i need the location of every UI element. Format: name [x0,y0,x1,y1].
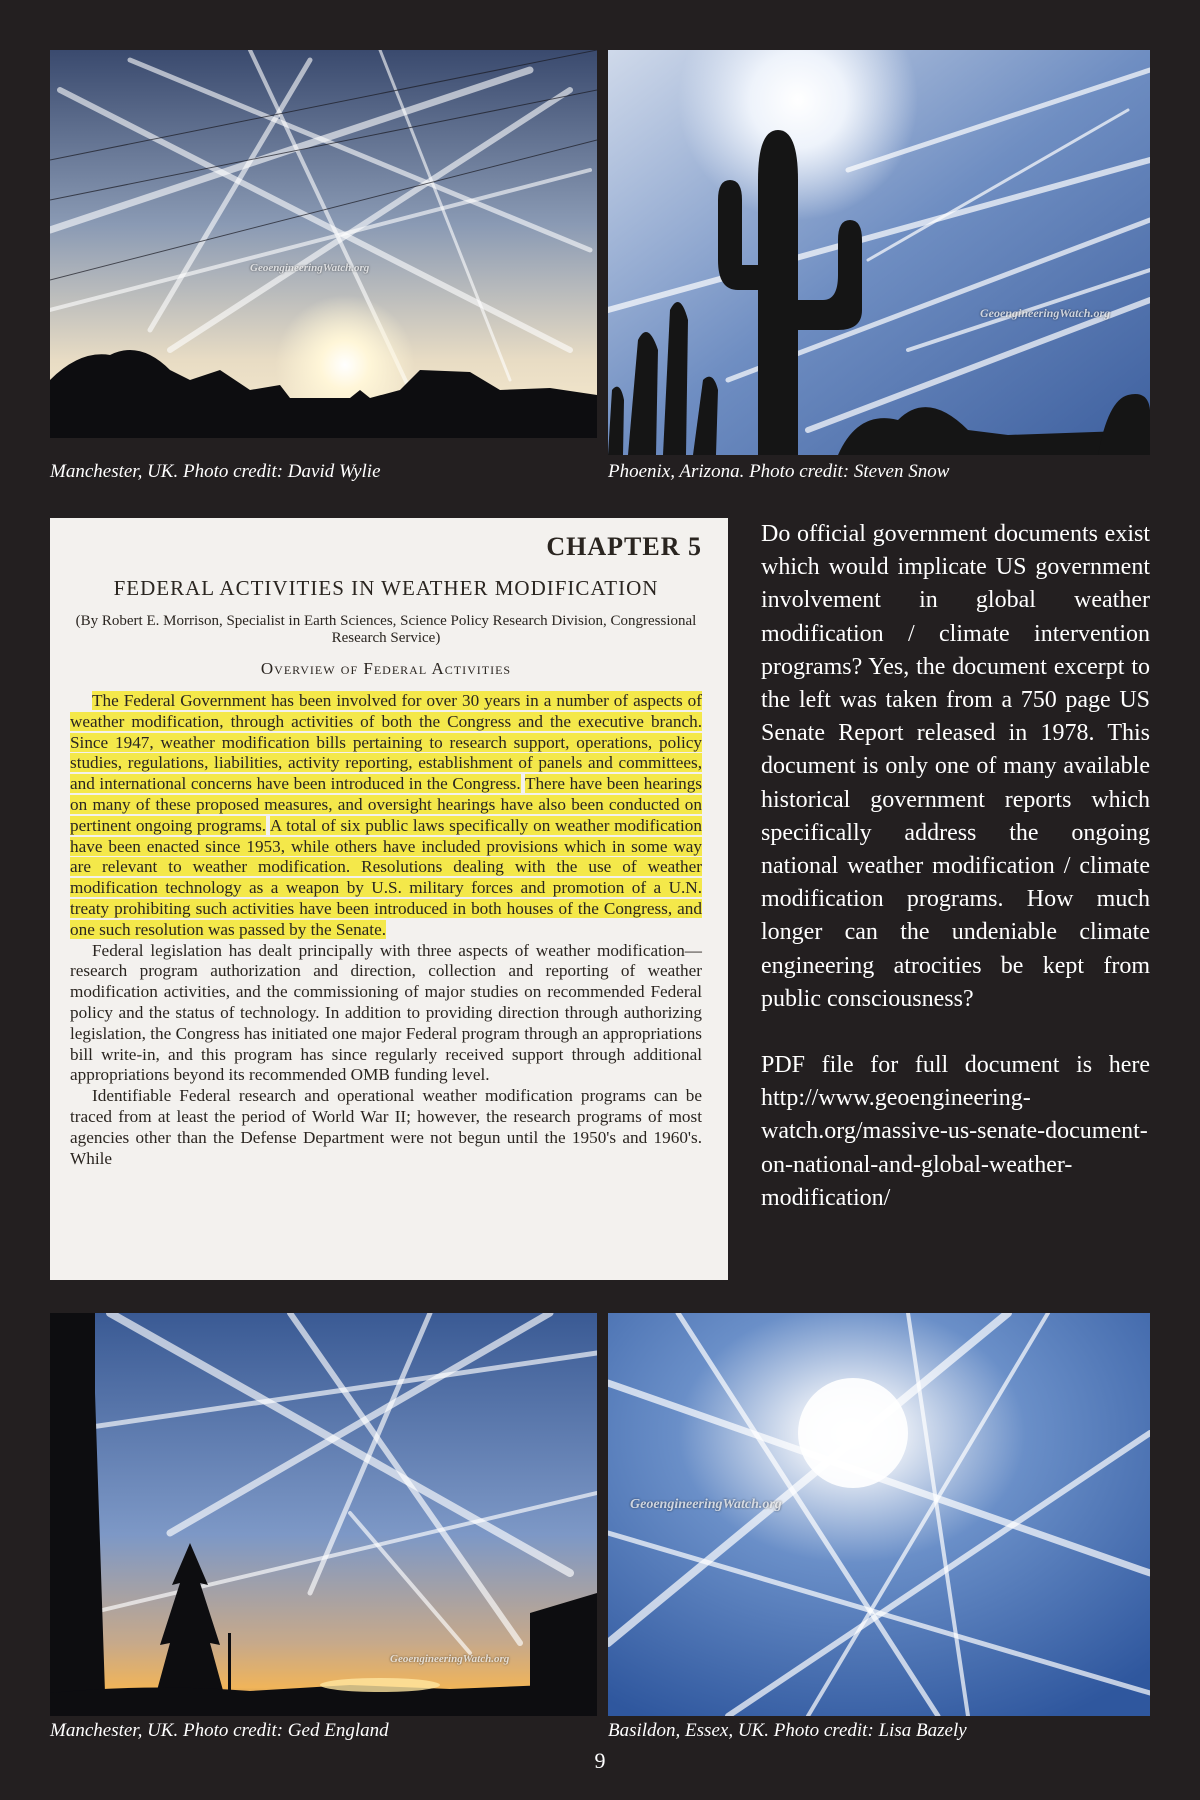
page-number: 9 [594,1748,606,1773]
document-paragraph [70,691,702,941]
photo-caption: Manchester, UK. Photo credit: David Wylie [50,461,381,482]
document-section-heading: Overview of Federal Activities [260,659,512,678]
article-paragraph-pdf-link: PDF file for full document is here http://www.geoengineering-watch.org/massive-us-senate-document-on-national-and-global-weather-modification/ [761,1052,1150,1211]
photo-watermark: GeoengineeringWatch.org [630,1497,782,1512]
document-chapter: CHAPTER 5 [546,532,702,561]
photo-watermark: GeoengineeringWatch.org [390,1653,510,1665]
sun-contrails-photo [608,1313,1150,1716]
highlighted-text: There have been hearings on many of these proposed measures, and oversight hearings have also been conducted on pertinent ongoing programs. [70,774,702,835]
photo-basildon-sun [608,1313,1150,1716]
document-byline: (By Robert E. Morrison, Specialist in Earth Sciences, Science Policy Research Division, Congressional Research Service) [75,613,697,646]
sunset-contrails-photo [50,50,597,438]
photo-manchester-sunset [50,50,597,438]
photo-caption: Manchester, UK. Photo credit: Ged England [50,1720,389,1741]
document-paragraph: Identifiable Federal research and operational weather modification programs can be traced from at least the period of World War II; however, the research programs of most agencies other than the Defense Department were not begun until the 1950's and 1960's. While [70,1086,702,1168]
article-paragraph: Do official government documents exist which would implicate US government involvement in global weather modification / climate intervention programs? Yes, the document excerpt to the left was taken from a 750 page US Senate Report released in 1978. This document is only one of many available historical government reports which specifically address the ongoing national weather modification / climate modification programs. How much longer can the undeniable climate engineering atrocities be kept from public consciousness? [761,521,1150,1012]
photo-caption: Phoenix, Arizona. Photo credit: Steven Snow [608,461,950,482]
photo-watermark: GeoengineeringWatch.org [250,262,370,274]
cactus-contrails-photo [608,50,1150,455]
dusk-contrails-photo [50,1313,597,1716]
photo-phoenix-cactus [608,50,1150,455]
highlighted-text: Since 1947, weather modification bills pertaining to research support, operations, policy studies, regulations, liabilities, activity reporting, establishment of panels and committees, and international concerns have been introduced in the Congress. [70,732,702,794]
photo-caption: Basildon, Essex, UK. Photo credit: Lisa Bazely [608,1720,967,1741]
highlighted-text: A total of six public laws specifically on weather modification have been enacted since 1953, while others have included provisions which in some way are relevant to weather modification. Resolutions dealing with the use of weather modification technology as a weapon by U.S. military forces and promotion of a U.N. treaty prohibiting such activities have been introduced in both houses of the Congress, and one such resolution was passed by the Senate. [70,815,702,939]
document-paragraph: Federal legislation has dealt principally with three aspects of weather modification—research program authorization and direction, collection and reporting of weather modification activities, and the commissioning of major studies on recommended Federal policy and the status of technology. In addition to providing direction through authorizing legislation, the Congress has initiated one major Federal program through an appropriations bill write-in, and this program has since regularly received support through additional appropriations beyond its recommended OMB funding level. [70,940,702,1085]
highlighted-text: The Federal Government has been involved for over 30 years in a number of aspects of weather modification, through activities of both the Congress and the executive branch. [70,691,702,731]
photo-watermark: GeoengineeringWatch.org [980,306,1111,320]
document-excerpt [50,518,728,1280]
article-text [761,518,1150,1215]
document-title: FEDERAL ACTIVITIES IN WEATHER MODIFICATION [113,576,659,600]
photo-manchester-dusk [50,1313,597,1716]
